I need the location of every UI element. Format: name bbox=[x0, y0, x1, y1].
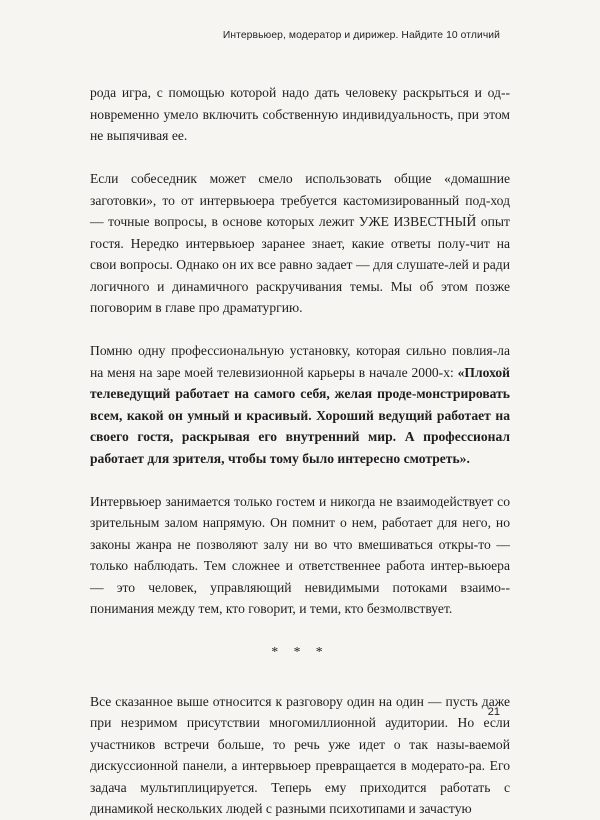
page-number: 21 bbox=[487, 706, 500, 718]
section-separator: * * * bbox=[271, 644, 329, 659]
paragraph-3 bbox=[90, 340, 510, 469]
paragraph-5: Все сказанное выше относится к разговору один на один — пусть даже при незримом присутствии многомиллионной аудитории. Но если участников встречи больше, то речь уже идет о так назы-ваемой дискуссионной панели, а интервьюер превращается в модерато-ра. Его задача мультиплицируется. Теперь ему приходится работать с динамикой нескольких людей с разными психотипами и зачастую bbox=[90, 693, 510, 816]
running-header: Интервьюер, модератор и дирижер. Найдите 10 отличий bbox=[222, 30, 500, 41]
paragraph-4: Интервьюер занимается только гостем и никогда не взаимодействует со зрительным залом напрямую. Он помнит о нем, работает для него, но законы жанра не позволяют залу ни во что вмешиваться откры-то — только наблюдать. Тем сложнее и ответственнее работа интер-вьюера — это человек, управляющий невидимыми потоками взаимо-понимания между тем, кто говорит, и теми, кто безмолвствует. bbox=[90, 493, 510, 616]
paragraph-3-text: Помню одну профессиональную установку, которая сильно повлия-ла на меня на заре моей телевизионной карьеры в начале 2000-х: bbox=[90, 343, 510, 380]
bold-quote: «Плохой телеведущий работает на самого себя, желая проде-монстрировать всем, какой он умный и красивый. Хороший ведущий работает на своего гостя, раскрывая его внутренний мир. А профессионал работает для зрителя, чтобы тому было интересно смотреть». bbox=[90, 364, 510, 466]
paragraph-1: рода игра, с помощью которой надо дать человеку раскрыться и од-новременно умело включить собственную индивидуальность, при этом не выпячивая ее. bbox=[90, 85, 510, 143]
paragraph-2: Если собеседник может смело использовать общие «домашние заготовки», то от интервьюера требуется кастомизированный под-ход — точные вопросы, в основе которых лежит УЖЕ ИЗВЕСТНЫЙ опыт гостя. Нередко интервьюер заранее знает, какие ответы полу-чит на свои вопросы. Однако он их все равно задает — для слушате-лей и ради логичного и динамичного раскручивания темы. Мы об этом позже поговорим в главе про драматургию. bbox=[90, 171, 510, 315]
body-text bbox=[90, 82, 510, 820]
